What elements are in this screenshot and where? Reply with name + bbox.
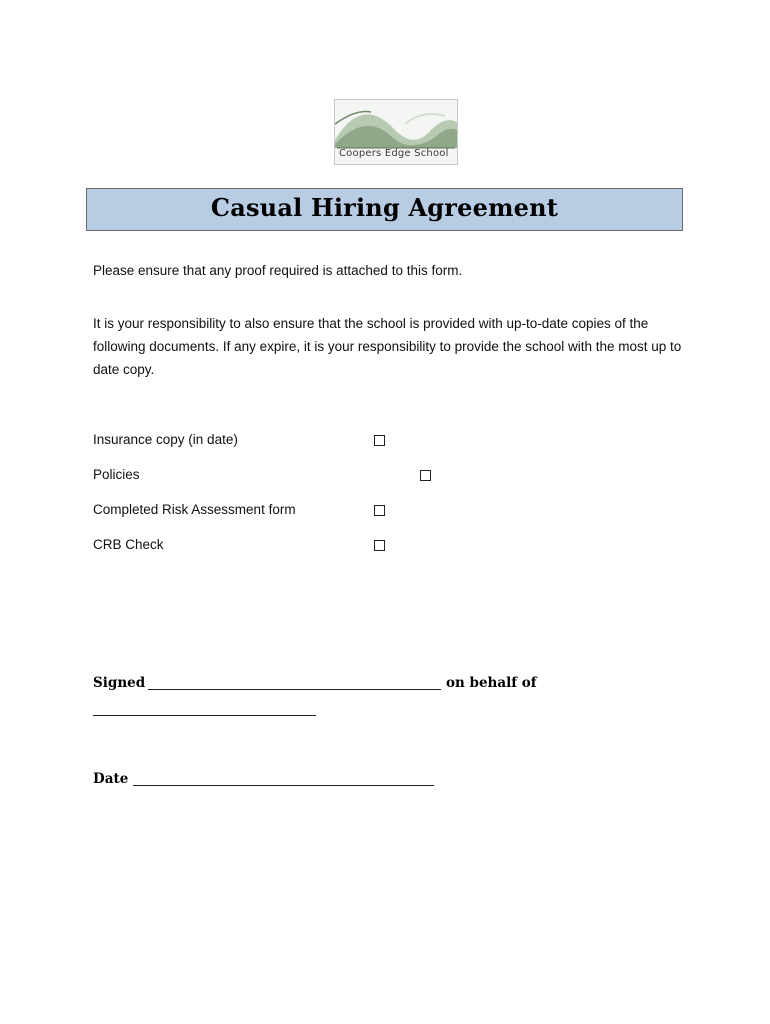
signed-label: Signed: [93, 675, 146, 691]
date-label: Date: [93, 771, 129, 787]
signed-line[interactable]: [148, 689, 441, 690]
intro-paragraph: Please ensure that any proof required is attached to this form.: [93, 263, 463, 278]
policies-checkbox[interactable]: [420, 470, 431, 481]
responsibility-paragraph: It is your responsibility to also ensure that the school is provided with up-to-date copies of the following documents. If any expire, it is your responsibility to provide the school with the most up to date copy.: [93, 316, 682, 377]
page-title: Casual Hiring Agreement: [210, 193, 559, 222]
date-line[interactable]: [133, 785, 434, 786]
title-banner: [86, 188, 683, 231]
risk-assessment-checkbox[interactable]: [374, 505, 385, 516]
school-logo: [334, 99, 458, 165]
on-behalf-of-line[interactable]: [93, 715, 316, 716]
logo-caption: Coopers Edge School: [339, 148, 449, 159]
crb-check-label: CRB Check: [93, 537, 164, 552]
insurance-label: Insurance copy (in date): [93, 432, 238, 447]
on-behalf-of-label: on behalf of: [446, 675, 537, 691]
insurance-checkbox[interactable]: [374, 435, 385, 446]
crb-check-checkbox[interactable]: [374, 540, 385, 551]
policies-label: Policies: [93, 467, 140, 482]
risk-assessment-label: Completed Risk Assessment form: [93, 502, 296, 517]
